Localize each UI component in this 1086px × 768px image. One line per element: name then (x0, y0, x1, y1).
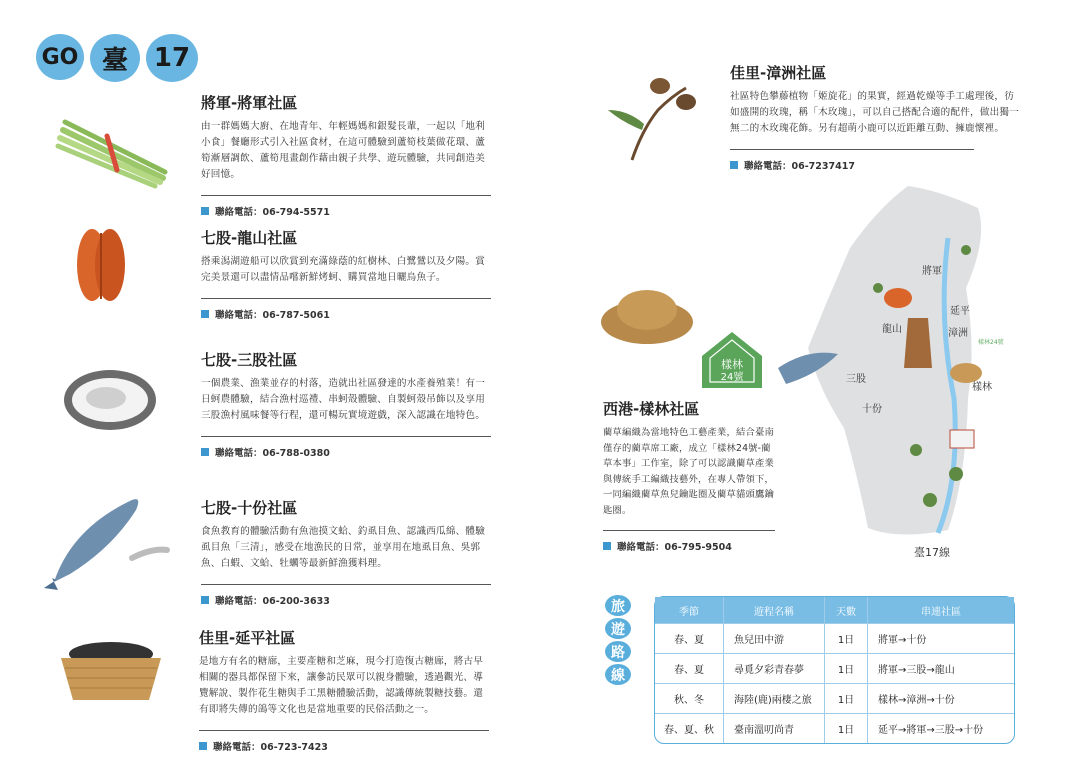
phone-number: 聯絡電話：06-200-3633 (215, 596, 330, 607)
logo-number: 17 (146, 34, 198, 82)
community-jiangjun (201, 92, 491, 218)
cell-season: 春、夏、秋 (655, 713, 723, 743)
phone-number: 聯絡電話：06-7237417 (744, 161, 855, 172)
divider (201, 298, 491, 299)
cell-communities: 延平→將軍→三股→十份 (867, 713, 1014, 743)
map-label-yanglin24: 樣林24號 (978, 339, 1004, 346)
asparagus-illustration (55, 110, 170, 190)
community-title: 將軍-將軍社區 (201, 94, 298, 112)
divider (603, 530, 775, 531)
wood-rose-illustration (602, 70, 702, 165)
cell-days: 1日 (824, 623, 867, 653)
community-title: 佳里-漳洲社區 (730, 64, 827, 82)
community-description: 一個農業、漁業並存的村落，造就出社區發達的水產養殖業！有一日蚵農體驗，結合漁村巡禮、串蚵殼體驗、自製蚵殼吊飾以及享用三股漁村風味餐等行程，還可暢玩實境遊戲，深入認識在地特色。 (201, 378, 486, 421)
map-house-icon (950, 430, 974, 448)
phone-line (730, 158, 1020, 172)
route-char: 旅 (605, 595, 631, 616)
fish-and-shrimp-illustration (42, 488, 172, 593)
community-description: 社區特色攀藤植物「姬旋花」的果實，經過乾燥等手工處理後，彷如盛開的玫瑰，稱「木玫瑰」，可以自己搭配合適的配件，做出獨一無二的木玫瑰花飾。另有超萌小鹿可以近距離互動、擁鹿懷裡。 (730, 91, 1020, 134)
bullet-square-icon (201, 207, 209, 215)
community-longshan (201, 227, 491, 321)
table-row (655, 683, 1014, 713)
community-yanglin (603, 398, 779, 553)
bullet-square-icon (201, 596, 209, 604)
map-hat-icon (950, 363, 982, 383)
cell-season: 秋、冬 (655, 683, 723, 713)
community-description: 食魚教育的體驗活動有魚池摸文蛤、釣虱目魚、認識西瓜綿、體驗虱目魚「三清」，感受在地漁民的日常，並享用在地虱目魚、吳郭魚、白蝦、文蛤、牡蠣等最新鮮漁獲料理。 (201, 526, 486, 569)
logo-go: GO (36, 34, 84, 80)
map-label-zhangzhou: 漳洲 (948, 328, 968, 339)
bullet-square-icon (603, 542, 611, 550)
table-row (655, 713, 1014, 743)
phone-number: 聯絡電話：06-794-5571 (215, 207, 330, 218)
travel-route-table (654, 596, 1015, 744)
go-tai17-logo (36, 34, 198, 82)
table-row (655, 653, 1014, 683)
bullet-square-icon (730, 161, 738, 169)
phone-number: 聯絡電話：06-788-0380 (215, 448, 330, 459)
map-label-yanping: 延平 (950, 306, 970, 317)
community-description: 是地方有名的糖廍，主要產糖和芝麻，現今打造復古糖廍，將古早相關的器具都保留下來，讓參訪民眾可以親身體驗，透過觀光、導覽解說、製作花生糖與手工黑糖體驗活動，認識傳統製糖技藝。還有即將失傳的鴿等文化也是當地重要的民俗活動之一。 (199, 656, 484, 715)
phone-line (201, 593, 491, 607)
tainan-coastal-map (778, 178, 1004, 570)
divider (201, 584, 491, 585)
community-sangu (201, 349, 491, 459)
table-header-row (655, 597, 1014, 623)
bullet-square-icon (201, 310, 209, 318)
cell-season: 春、夏 (655, 623, 723, 653)
map-label-longshan: 龍山 (882, 324, 902, 335)
map-label-jiangjun: 將軍 (922, 266, 942, 277)
route-char: 遊 (605, 618, 631, 639)
divider (201, 436, 491, 437)
travel-route-label (604, 595, 632, 685)
sign-line-2: 24號 (720, 372, 744, 383)
phone-line (201, 204, 491, 218)
community-description: 由一群媽媽大廚、在地青年、年輕媽媽和銀髮長輩，一起以「地利小食」餐廳形式引入社區食材，在這可體驗到蘆筍枝葉做花環、蘆筍漸層調飲、蘆筍甩畫創作藉由親子共學、遊玩體驗，共同創造美好回憶。 (201, 121, 486, 180)
map-label-sangu: 三股 (846, 374, 866, 385)
bullet-square-icon (199, 742, 207, 750)
column-header-season: 季節 (655, 597, 723, 623)
community-title: 七股-三股社區 (201, 351, 298, 369)
phone-number: 聯絡電話：06-795-9504 (617, 542, 732, 553)
cell-season: 春、夏 (655, 653, 723, 683)
community-title: 佳里-延平社區 (199, 629, 296, 647)
map-roe-icon (884, 288, 912, 308)
phone-line (201, 307, 491, 321)
cell-communities: 將軍→三股→龍山 (867, 653, 1014, 683)
cell-days: 1日 (824, 683, 867, 713)
map-label-shifen: 十份 (862, 404, 882, 415)
table-row (655, 623, 1014, 653)
cell-itinerary: 魚兒田中游 (723, 623, 824, 653)
community-shifen (201, 497, 491, 607)
map-deer-icon (904, 318, 932, 368)
phone-line (199, 739, 489, 753)
divider (730, 149, 974, 150)
cell-itinerary: 臺南溫叨尚青 (723, 713, 824, 743)
logo-tai: 臺 (90, 34, 140, 82)
cell-days: 1日 (824, 653, 867, 683)
column-header-communities: 串連社區 (867, 597, 1014, 623)
cell-communities: 樣林→漳洲→十份 (867, 683, 1014, 713)
column-header-itinerary: 遊程名稱 (723, 597, 824, 623)
route-char: 路 (605, 641, 631, 662)
oyster-illustration (60, 360, 160, 435)
route-char: 線 (605, 664, 631, 685)
phone-line (201, 445, 491, 459)
sign-line-1: 樣林 (721, 358, 743, 371)
cell-itinerary: 尋覓夕彩青春夢 (723, 653, 824, 683)
phone-line (603, 539, 779, 553)
community-yanping (199, 627, 489, 753)
community-title: 西港-樣林社區 (603, 400, 700, 418)
community-title: 七股-十份社區 (201, 499, 298, 517)
bullet-square-icon (201, 448, 209, 456)
column-header-days: 天數 (824, 597, 867, 623)
sesame-basket-illustration (55, 638, 167, 708)
community-description: 藺草編織為當地特色工藝產業，結合臺南僅存的藺草席工廠，成立「樣林24號-藺草本事」工作室，除了可以認識藺草產業與傳統手工編織技藝外，在專人帶領下，一同編織藺草魚兒鑰匙圈及藺草貓頭鷹鑰匙圈。 (603, 427, 774, 516)
mullet-roe-illustration (72, 225, 130, 305)
community-title: 七股-龍山社區 (201, 229, 298, 247)
phone-number: 聯絡電話：06-723-7423 (213, 742, 328, 753)
cell-itinerary: 海陸(鹿)兩棲之旅 (723, 683, 824, 713)
yanglin-24-house-sign (700, 330, 764, 390)
cell-communities: 將軍→十份 (867, 623, 1014, 653)
phone-number: 聯絡電話：06-787-5061 (215, 310, 330, 321)
cell-days: 1日 (824, 713, 867, 743)
straw-hat-illustration (600, 282, 695, 347)
map-label-route17: 臺17線 (914, 546, 950, 559)
community-zhangzhou (730, 62, 1020, 172)
map-label-yanglin: 樣林 (972, 382, 992, 393)
community-description: 搭乘潟湖遊船可以欣賞到充滿綠蔭的紅樹林、白鷺鷥以及夕陽。賞完美景還可以盡情品嚐新鮮烤蚵、購買當地日曬烏魚子。 (201, 256, 486, 283)
divider (199, 730, 489, 731)
divider (201, 195, 491, 196)
